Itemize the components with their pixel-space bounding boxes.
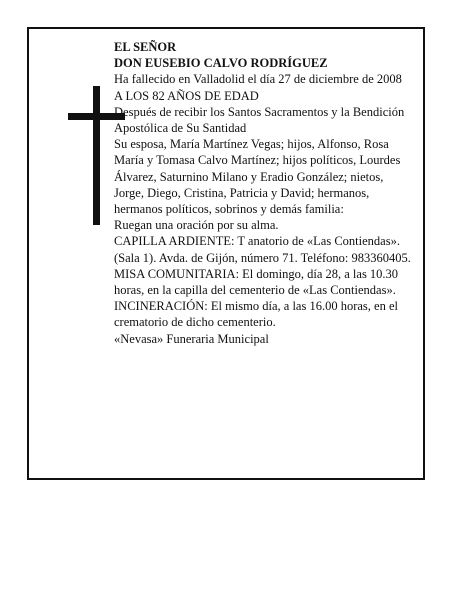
cross-icon	[93, 86, 100, 225]
cremation-info: INCINERACIÓN: El mismo día, a las 16.00 horas, en el crematorio de dicho cementerio.	[114, 299, 398, 330]
death-statement: Ha fallecido en Valladolid el día 27 de diciembre de 2008	[114, 72, 402, 87]
title: EL SEÑOR	[114, 40, 177, 54]
mass-info: MISA COMUNITARIA: El domingo, día 28, a las 10.30 horas, en la capilla del cementerio de «Las Contiendas».	[114, 266, 399, 298]
deceased-name: DON EUSEBIO CALVO RODRÍGUEZ	[114, 56, 328, 71]
sacraments-line: Después de recibir los Santos Sacramentos y la Bendición Apostólica de Su Santidad	[114, 104, 405, 136]
chapel-info: CAPILLA ARDIENTE: T anatorio de «Las Contiendas». (Sala 1). Avda. de Gijón, número 71. Teléfono: 983360405.	[114, 234, 411, 265]
age-line: A LOS 82 AÑOS DE EDAD	[114, 88, 259, 103]
funeral-home: «Nevasa» Funeraria Municipal	[114, 331, 269, 346]
prayer-line: Ruegan una oración por su alma.	[114, 218, 279, 233]
obituary-text	[114, 39, 414, 347]
family-paragraph: Su esposa, María Martínez Vegas; hijos, Alfonso, Rosa María y Tomasa Calvo Martínez; hijos políticos, Lourdes Álvarez, Saturnino Milano y Eradio González; nietos, Jorge, Diego, Cristina, Patricia y David; hermanos, hermanos políticos, sobrinos y demás familia:	[114, 137, 401, 217]
